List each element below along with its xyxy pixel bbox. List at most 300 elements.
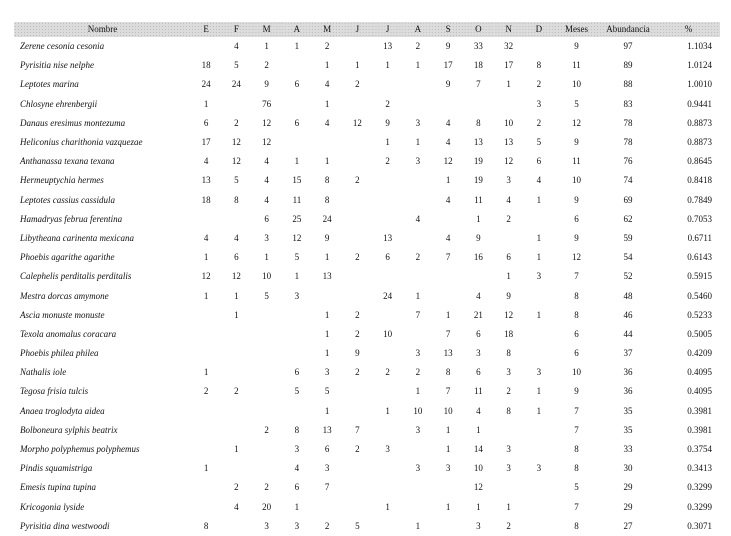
month-count-cell: 12 [443, 156, 453, 167]
month-count-cell: 8 [203, 520, 209, 531]
percent-cell: 0.3413 [687, 463, 712, 474]
month-count-cell: 1 [536, 405, 542, 416]
table-row [14, 191, 720, 210]
month-count-cell: 2 [355, 252, 360, 263]
month-count-cell [524, 286, 554, 305]
percent-cell: 0.8873 [687, 137, 712, 148]
months-cell: 8 [574, 309, 579, 320]
species-name-cell: Hamadryas februa ferentina [20, 213, 123, 224]
month-count-cell: 3 [415, 348, 421, 359]
month-count-cell: 1 [234, 309, 239, 320]
month-count-cell [524, 498, 554, 517]
months-cell: 6 [574, 213, 579, 224]
month-count-cell: 9 [445, 41, 451, 52]
month-count-cell: 8 [324, 175, 330, 186]
month-count-cell: 13 [322, 271, 332, 282]
table-row [14, 171, 720, 190]
table-row [14, 210, 720, 229]
month-count-cell [463, 267, 493, 286]
month-count-cell: 6 [476, 367, 481, 378]
month-count-cell: 1 [203, 463, 209, 474]
month-count-cell: 3 [536, 463, 542, 474]
abundance-cell: 35 [623, 405, 633, 416]
months-cell: 10 [571, 175, 581, 186]
species-name-cell: Chlosyne ehrenbergii [20, 98, 98, 109]
month-count-cell: 5 [536, 137, 542, 148]
table-body [14, 37, 720, 536]
month-count-cell: 8 [476, 117, 481, 128]
month-count-cell: 3 [445, 463, 451, 474]
month-count-cell [191, 402, 221, 421]
month-count-cell: 13 [322, 424, 332, 435]
month-count-cell: 1 [536, 252, 542, 263]
table-row [14, 344, 720, 363]
month-count-cell: 4 [264, 194, 269, 205]
month-count-cell [373, 459, 403, 478]
month-count-cell: 7 [445, 252, 451, 263]
column-header: A [414, 24, 422, 34]
month-count-cell: 5 [234, 60, 239, 71]
month-count-cell [403, 229, 433, 248]
month-count-cell [342, 191, 372, 210]
percent-cell: 0.4095 [687, 386, 712, 397]
month-count-cell: 2 [536, 79, 542, 90]
month-count-cell: 12 [473, 482, 483, 493]
column-header: Nombre [87, 24, 118, 34]
month-count-cell: 2 [234, 386, 239, 397]
month-count-cell [342, 286, 372, 305]
month-count-cell: 2 [415, 367, 421, 378]
species-name-cell: Leptotes marina [20, 79, 79, 90]
month-count-cell: 25 [292, 213, 302, 224]
table-row [14, 382, 720, 401]
month-count-cell: 3 [294, 290, 300, 301]
month-count-cell [221, 344, 251, 363]
month-count-cell: 2 [264, 482, 269, 493]
month-count-cell: 11 [474, 386, 483, 397]
month-count-cell: 1 [476, 501, 481, 512]
month-count-cell [494, 229, 524, 248]
month-count-cell: 4 [234, 41, 239, 52]
month-count-cell [342, 498, 372, 517]
month-count-cell: 6 [476, 328, 481, 339]
month-count-cell [463, 95, 493, 114]
month-count-cell: 1 [445, 501, 451, 512]
abundance-cell: 36 [623, 386, 633, 397]
abundance-cell: 36 [623, 367, 633, 378]
species-name-cell: Pyrisitia nise nelphe [20, 60, 94, 71]
month-count-cell: 1 [476, 424, 481, 435]
month-count-cell: 5 [234, 175, 239, 186]
abundance-cell: 74 [623, 175, 633, 186]
month-count-cell [191, 306, 221, 325]
month-count-cell: 4 [234, 501, 239, 512]
percent-cell: 0.3981 [687, 424, 712, 435]
month-count-cell: 12 [504, 309, 514, 320]
month-count-cell: 6 [506, 252, 511, 263]
month-count-cell: 15 [292, 175, 302, 186]
month-count-cell: 3 [415, 156, 421, 167]
month-count-cell: 7 [415, 309, 421, 320]
month-count-cell: 6 [536, 156, 542, 167]
abundance-cell: 78 [623, 117, 633, 128]
months-cell: 5 [574, 482, 579, 493]
abundance-cell: 29 [623, 482, 633, 493]
month-count-cell: 4 [234, 232, 239, 243]
month-count-cell [403, 498, 433, 517]
month-count-cell [282, 95, 312, 114]
month-count-cell [494, 95, 524, 114]
month-count-cell: 2 [264, 424, 269, 435]
species-name-cell: Bolboneura sylphis beatrix [20, 424, 118, 435]
month-count-cell: 3 [536, 367, 542, 378]
abundance-cell: 76 [623, 156, 633, 167]
column-header: Abundancia [606, 24, 650, 34]
month-count-cell [373, 478, 403, 497]
months-cell: 12 [571, 117, 581, 128]
month-count-cell: 9 [324, 232, 330, 243]
table-row [14, 517, 720, 536]
column-header: J [355, 24, 360, 34]
month-count-cell: 1 [324, 309, 330, 320]
month-count-cell [191, 344, 221, 363]
table-row [14, 114, 720, 133]
month-count-cell [252, 363, 282, 382]
month-count-cell: 1 [203, 367, 209, 378]
percent-cell: 0.7849 [687, 194, 712, 205]
month-count-cell [342, 382, 372, 401]
month-count-cell [252, 325, 282, 344]
month-count-cell: 2 [355, 175, 360, 186]
month-count-cell: 3 [324, 463, 330, 474]
month-count-cell: 1 [415, 137, 421, 148]
month-count-cell: 2 [355, 309, 360, 320]
month-count-cell: 1 [324, 252, 330, 263]
month-count-cell [282, 402, 312, 421]
month-count-cell: 13 [443, 348, 453, 359]
month-count-cell: 4 [506, 194, 511, 205]
months-cell: 9 [574, 137, 579, 148]
percent-cell: 0.3071 [687, 520, 712, 531]
month-count-cell [524, 478, 554, 497]
month-count-cell [524, 37, 554, 56]
month-count-cell: 12 [201, 271, 211, 282]
months-cell: 10 [571, 79, 581, 90]
table-header-row [14, 22, 720, 37]
percent-cell: 1.0124 [687, 60, 712, 71]
months-cell: 7 [574, 271, 579, 282]
month-count-cell: 3 [506, 463, 511, 474]
month-count-cell: 2 [264, 60, 269, 71]
month-count-cell: 16 [473, 252, 483, 263]
month-count-cell: 13 [504, 137, 514, 148]
month-count-cell: 1 [476, 213, 481, 224]
column-header: J [385, 24, 390, 34]
month-count-cell: 1 [385, 501, 390, 512]
month-count-cell: 1 [536, 386, 542, 397]
month-count-cell [221, 402, 251, 421]
month-count-cell: 2 [506, 213, 511, 224]
month-count-cell: 7 [445, 328, 451, 339]
month-count-cell: 6 [234, 252, 239, 263]
abundance-cell: 78 [623, 137, 633, 148]
month-count-cell [403, 267, 433, 286]
month-count-cell: 1 [385, 405, 390, 416]
column-header: A [293, 24, 301, 34]
month-count-cell: 18 [473, 60, 483, 71]
abundance-cell: 88 [623, 79, 633, 90]
months-cell: 8 [574, 444, 579, 455]
species-name-cell: Hermeuptychia hermes [20, 175, 104, 186]
month-count-cell [433, 478, 463, 497]
months-cell: 8 [574, 463, 579, 474]
table-row [14, 459, 720, 478]
month-count-cell [221, 421, 251, 440]
month-count-cell: 1 [294, 271, 300, 282]
month-count-cell [312, 498, 342, 517]
month-count-cell [252, 402, 282, 421]
month-count-cell [221, 210, 251, 229]
column-header: O [475, 24, 482, 34]
month-count-cell: 12 [231, 271, 241, 282]
month-count-cell: 10 [413, 405, 423, 416]
month-count-cell: 3 [294, 520, 300, 531]
month-count-cell: 10 [383, 328, 393, 339]
month-count-cell: 18 [201, 194, 211, 205]
month-count-cell: 2 [234, 482, 239, 493]
percent-cell: 0.3981 [687, 405, 712, 416]
month-count-cell: 1 [324, 348, 330, 359]
month-count-cell: 7 [324, 482, 330, 493]
percent-cell: 0.8418 [687, 175, 712, 186]
species-abundance-table [14, 22, 720, 536]
month-count-cell [252, 306, 282, 325]
month-count-cell [342, 229, 372, 248]
percent-cell: 0.8645 [687, 156, 712, 167]
month-count-cell: 2 [324, 41, 330, 52]
month-count-cell [221, 95, 251, 114]
month-count-cell: 12 [231, 156, 241, 167]
month-count-cell: 10 [504, 117, 514, 128]
table-row [14, 325, 720, 344]
month-count-cell: 1 [536, 232, 542, 243]
month-count-cell: 8 [506, 348, 511, 359]
month-count-cell: 1 [355, 60, 360, 71]
month-count-cell: 4 [324, 117, 330, 128]
table-row [14, 133, 720, 152]
month-count-cell [373, 267, 403, 286]
percent-cell: 0.3299 [687, 482, 712, 493]
month-count-cell: 19 [473, 175, 483, 186]
table-row [14, 37, 720, 56]
month-count-cell: 10 [443, 405, 453, 416]
months-cell: 6 [574, 348, 579, 359]
month-count-cell: 2 [385, 367, 390, 378]
abundance-cell: 30 [623, 463, 633, 474]
species-name-cell: Emesis tupina tupina [20, 482, 96, 493]
month-count-cell [433, 95, 463, 114]
column-header: D [535, 24, 543, 34]
month-count-cell [221, 363, 251, 382]
month-count-cell [342, 37, 372, 56]
month-count-cell: 5 [294, 386, 300, 397]
month-count-cell [252, 440, 282, 459]
month-count-cell [252, 382, 282, 401]
column-header: M [262, 24, 271, 34]
month-count-cell [403, 478, 433, 497]
month-count-cell [342, 152, 372, 171]
month-count-cell [342, 133, 372, 152]
column-header: F [233, 24, 239, 34]
table-row [14, 402, 720, 421]
month-count-cell: 12 [262, 117, 272, 128]
percent-cell: 0.5233 [687, 309, 712, 320]
species-name-cell: Phoebis agarithe agarithe [20, 252, 115, 263]
month-count-cell: 4 [264, 156, 269, 167]
month-count-cell: 3 [294, 444, 300, 455]
month-count-cell: 1 [203, 98, 209, 109]
abundance-cell: 89 [623, 60, 633, 71]
month-count-cell: 2 [506, 386, 511, 397]
month-count-cell: 1 [385, 137, 390, 148]
percent-cell: 0.6711 [687, 232, 712, 243]
abundance-cell: 33 [623, 444, 633, 455]
month-count-cell [403, 325, 433, 344]
month-count-cell [342, 459, 372, 478]
percent-cell: 1.0010 [687, 79, 712, 90]
month-count-cell: 3 [476, 520, 481, 531]
month-count-cell [282, 325, 312, 344]
month-count-cell: 2 [385, 156, 390, 167]
month-count-cell: 1 [234, 290, 239, 301]
month-count-cell: 13 [473, 137, 483, 148]
column-header: M [323, 24, 332, 34]
column-header: S [445, 24, 451, 34]
month-count-cell: 1 [506, 79, 511, 90]
month-count-cell: 1 [385, 60, 390, 71]
month-count-cell: 5 [294, 252, 300, 263]
month-count-cell: 6 [324, 444, 330, 455]
month-count-cell: 8 [294, 424, 300, 435]
abundance-cell: 37 [623, 348, 633, 359]
month-count-cell: 4 [415, 213, 421, 224]
months-cell: 9 [574, 41, 579, 52]
abundance-cell: 29 [623, 501, 633, 512]
month-count-cell [524, 344, 554, 363]
month-count-cell [524, 421, 554, 440]
month-count-cell: 1 [536, 194, 542, 205]
month-count-cell [403, 440, 433, 459]
month-count-cell: 24 [201, 79, 211, 90]
month-count-cell [312, 286, 342, 305]
month-count-cell: 24 [322, 213, 332, 224]
month-count-cell: 10 [473, 463, 483, 474]
species-name-cell: Nathalis iole [20, 367, 67, 378]
month-count-cell: 3 [536, 271, 542, 282]
table-row [14, 478, 720, 497]
month-count-cell: 76 [262, 98, 272, 109]
table-row [14, 75, 720, 94]
column-header: N [505, 24, 512, 34]
months-cell: 11 [572, 60, 581, 71]
month-count-cell: 4 [294, 463, 300, 474]
months-cell: 7 [574, 405, 579, 416]
month-count-cell: 24 [383, 290, 393, 301]
month-count-cell [342, 267, 372, 286]
percent-cell: 0.5005 [687, 328, 712, 339]
months-cell: 12 [571, 252, 581, 263]
month-count-cell [373, 517, 403, 536]
month-count-cell [524, 517, 554, 536]
month-count-cell [403, 171, 433, 190]
species-name-cell: Texola anomalus coracara [20, 328, 117, 339]
month-count-cell: 3 [506, 444, 511, 455]
month-count-cell: 1 [324, 98, 330, 109]
month-count-cell [252, 459, 282, 478]
month-count-cell [403, 75, 433, 94]
month-count-cell: 2 [415, 252, 421, 263]
species-name-cell: Anthanassa texana texana [20, 156, 115, 167]
month-count-cell [403, 95, 433, 114]
month-count-cell: 2 [385, 98, 390, 109]
month-count-cell: 4 [476, 290, 481, 301]
abundance-cell: 83 [623, 98, 633, 109]
abundance-cell: 27 [623, 520, 633, 531]
month-count-cell: 2 [506, 520, 511, 531]
months-cell: 7 [574, 501, 579, 512]
month-count-cell: 1 [324, 328, 330, 339]
month-count-cell: 6 [294, 367, 300, 378]
abundance-cell: 97 [623, 41, 633, 52]
month-count-cell [191, 421, 221, 440]
month-count-cell [191, 325, 221, 344]
month-count-cell [373, 210, 403, 229]
species-name-cell: Leptotes cassius cassidula [20, 194, 116, 205]
month-count-cell: 5 [264, 290, 269, 301]
month-count-cell [342, 478, 372, 497]
month-count-cell: 6 [264, 213, 269, 224]
month-count-cell [373, 306, 403, 325]
percent-cell: 0.4095 [687, 367, 712, 378]
month-count-cell: 8 [506, 405, 511, 416]
month-count-cell: 9 [355, 348, 360, 359]
month-count-cell: 4 [445, 232, 451, 243]
month-count-cell: 10 [262, 271, 272, 282]
month-count-cell [221, 325, 251, 344]
month-count-cell: 11 [474, 194, 483, 205]
month-count-cell [282, 56, 312, 75]
month-count-cell [373, 75, 403, 94]
month-count-cell: 3 [385, 444, 390, 455]
month-count-cell [282, 133, 312, 152]
month-count-cell: 3 [324, 367, 330, 378]
month-count-cell: 2 [536, 117, 542, 128]
month-count-cell: 18 [201, 60, 211, 71]
months-cell: 9 [574, 232, 579, 243]
month-count-cell: 3 [506, 175, 511, 186]
month-count-cell: 8 [324, 194, 330, 205]
month-count-cell: 24 [231, 79, 241, 90]
month-count-cell [312, 133, 342, 152]
species-name-cell: Danaus eresimus montezuma [20, 117, 126, 128]
month-count-cell: 4 [445, 194, 451, 205]
month-count-cell: 4 [203, 232, 209, 243]
percent-cell: 0.4209 [687, 348, 712, 359]
percent-cell: 0.8873 [687, 117, 712, 128]
abundance-cell: 54 [623, 252, 633, 263]
month-count-cell: 1 [445, 309, 451, 320]
month-count-cell: 6 [203, 117, 209, 128]
